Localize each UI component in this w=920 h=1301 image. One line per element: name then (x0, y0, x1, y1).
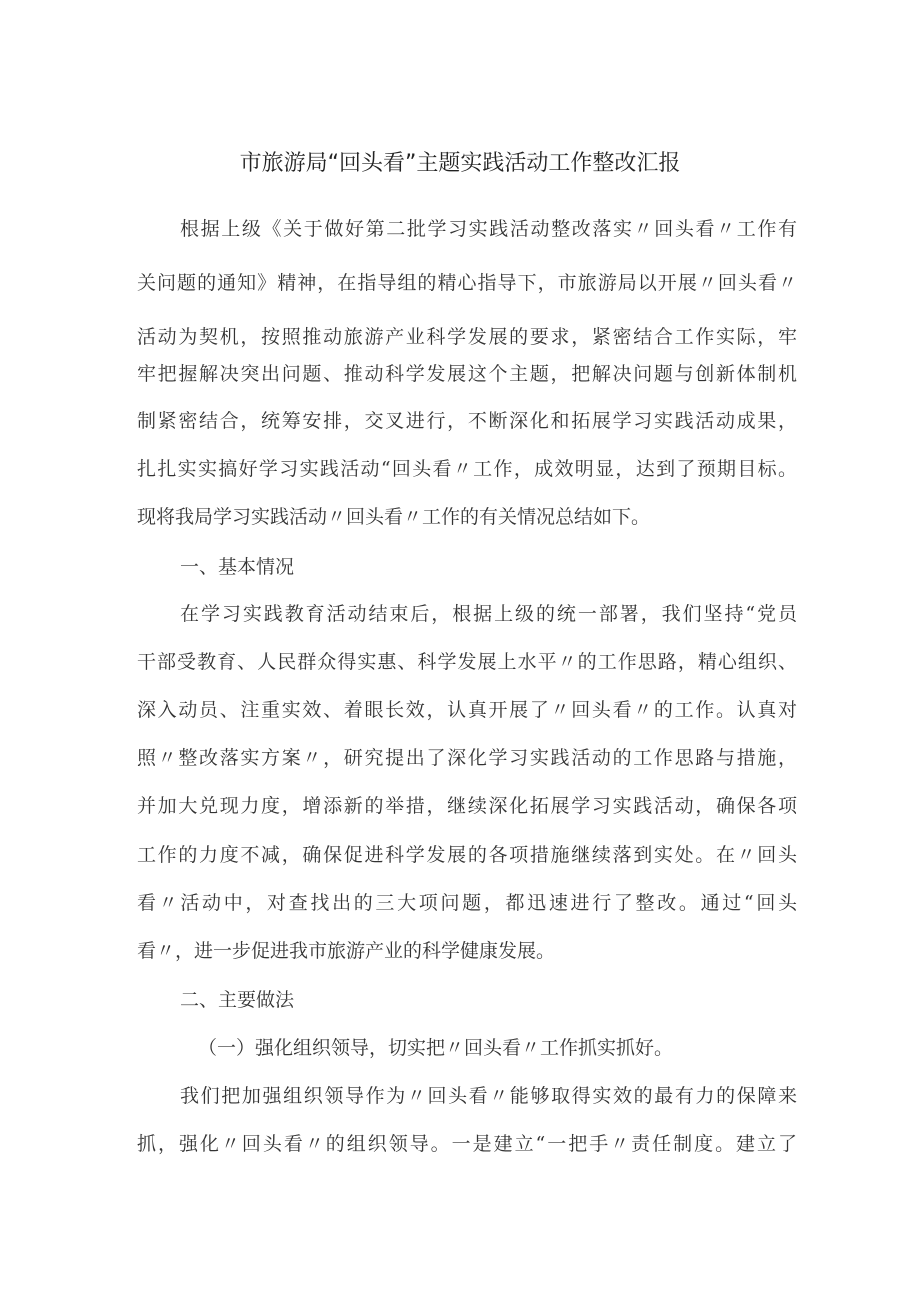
subsection-1-heading: （一）强化组织领导，切实把〃回头看〃工作抓实抓好。 (198, 1037, 674, 1059)
paragraph-2-line-4: 照〃整改落实方案〃，研究提出了深化学习实践活动的工作思路与措施， (137, 747, 797, 769)
paragraph-1-line-5: 制紧密结合，统筹安排，交叉进行，不断深化和拓展学习实践活动成果， (137, 410, 797, 432)
paragraph-2-line-8: 看〃，进一步促进我市旅游产业的科学健康发展。 (137, 940, 556, 962)
paragraph-1-line-7: 现将我局学习实践活动〃回头看〃工作的有关情况总结如下。 (137, 506, 651, 528)
paragraph-1-line-1: 根据上级《关于做好第二批学习实践活动整改落实〃回头看〃工作有 (180, 218, 797, 240)
paragraph-2-line-7: 看〃活动中，对查找出的三大项问题，都迅速进行了整改。通过“回头 (137, 892, 797, 914)
section-1-heading: 一、基本情况 (180, 556, 295, 578)
section-2-heading: 二、主要做法 (180, 989, 295, 1011)
paragraph-1-line-4: 牢把握解决突出问题、推动科学发展这个主题，把解决问题与创新体制机 (137, 363, 797, 385)
paragraph-2-line-1: 在学习实践教育活动结束后，根据上级的统一部署，我们坚持“党员 (180, 603, 797, 625)
paragraph-3-line-2: 抓，强化〃回头看〃的组织领导。一是建立“一把手〃责任制度。建立了 (137, 1133, 797, 1155)
paragraph-2-line-3: 深入动员、注重实效、着眼长效，认真开展了〃回头看〃的工作。认真对 (137, 699, 797, 721)
paragraph-1-line-3: 活动为契机，按照推动旅游产业科学发展的要求，紧密结合工作实际，牢 (137, 326, 797, 348)
paragraph-2-line-5: 并加大兑现力度，增添新的举措，继续深化拓展学习实践活动，确保各项 (137, 795, 797, 817)
paragraph-1-line-6: 扎扎实实搞好学习实践活动“回头看〃工作，成效明显，达到了预期目标。 (137, 458, 797, 480)
paragraph-2-line-2: 干部受教育、人民群众得实惠、科学发展上水平〃的工作思路，精心组织、 (137, 651, 797, 673)
paragraph-2-line-6: 工作的力度不减，确保促进科学发展的各项措施继续落到实处。在〃回头 (137, 844, 797, 866)
paragraph-1-line-2: 关问题的通知》精神，在指导组的精心指导下，市旅游局以开展〃回头看〃 (137, 272, 797, 294)
paragraph-3-line-1: 我们把加强组织领导作为〃回头看〃能够取得实效的最有力的保障来 (180, 1085, 797, 1107)
document-title: 市旅游局“回头看”主题实践活动工作整改汇报 (239, 151, 681, 176)
